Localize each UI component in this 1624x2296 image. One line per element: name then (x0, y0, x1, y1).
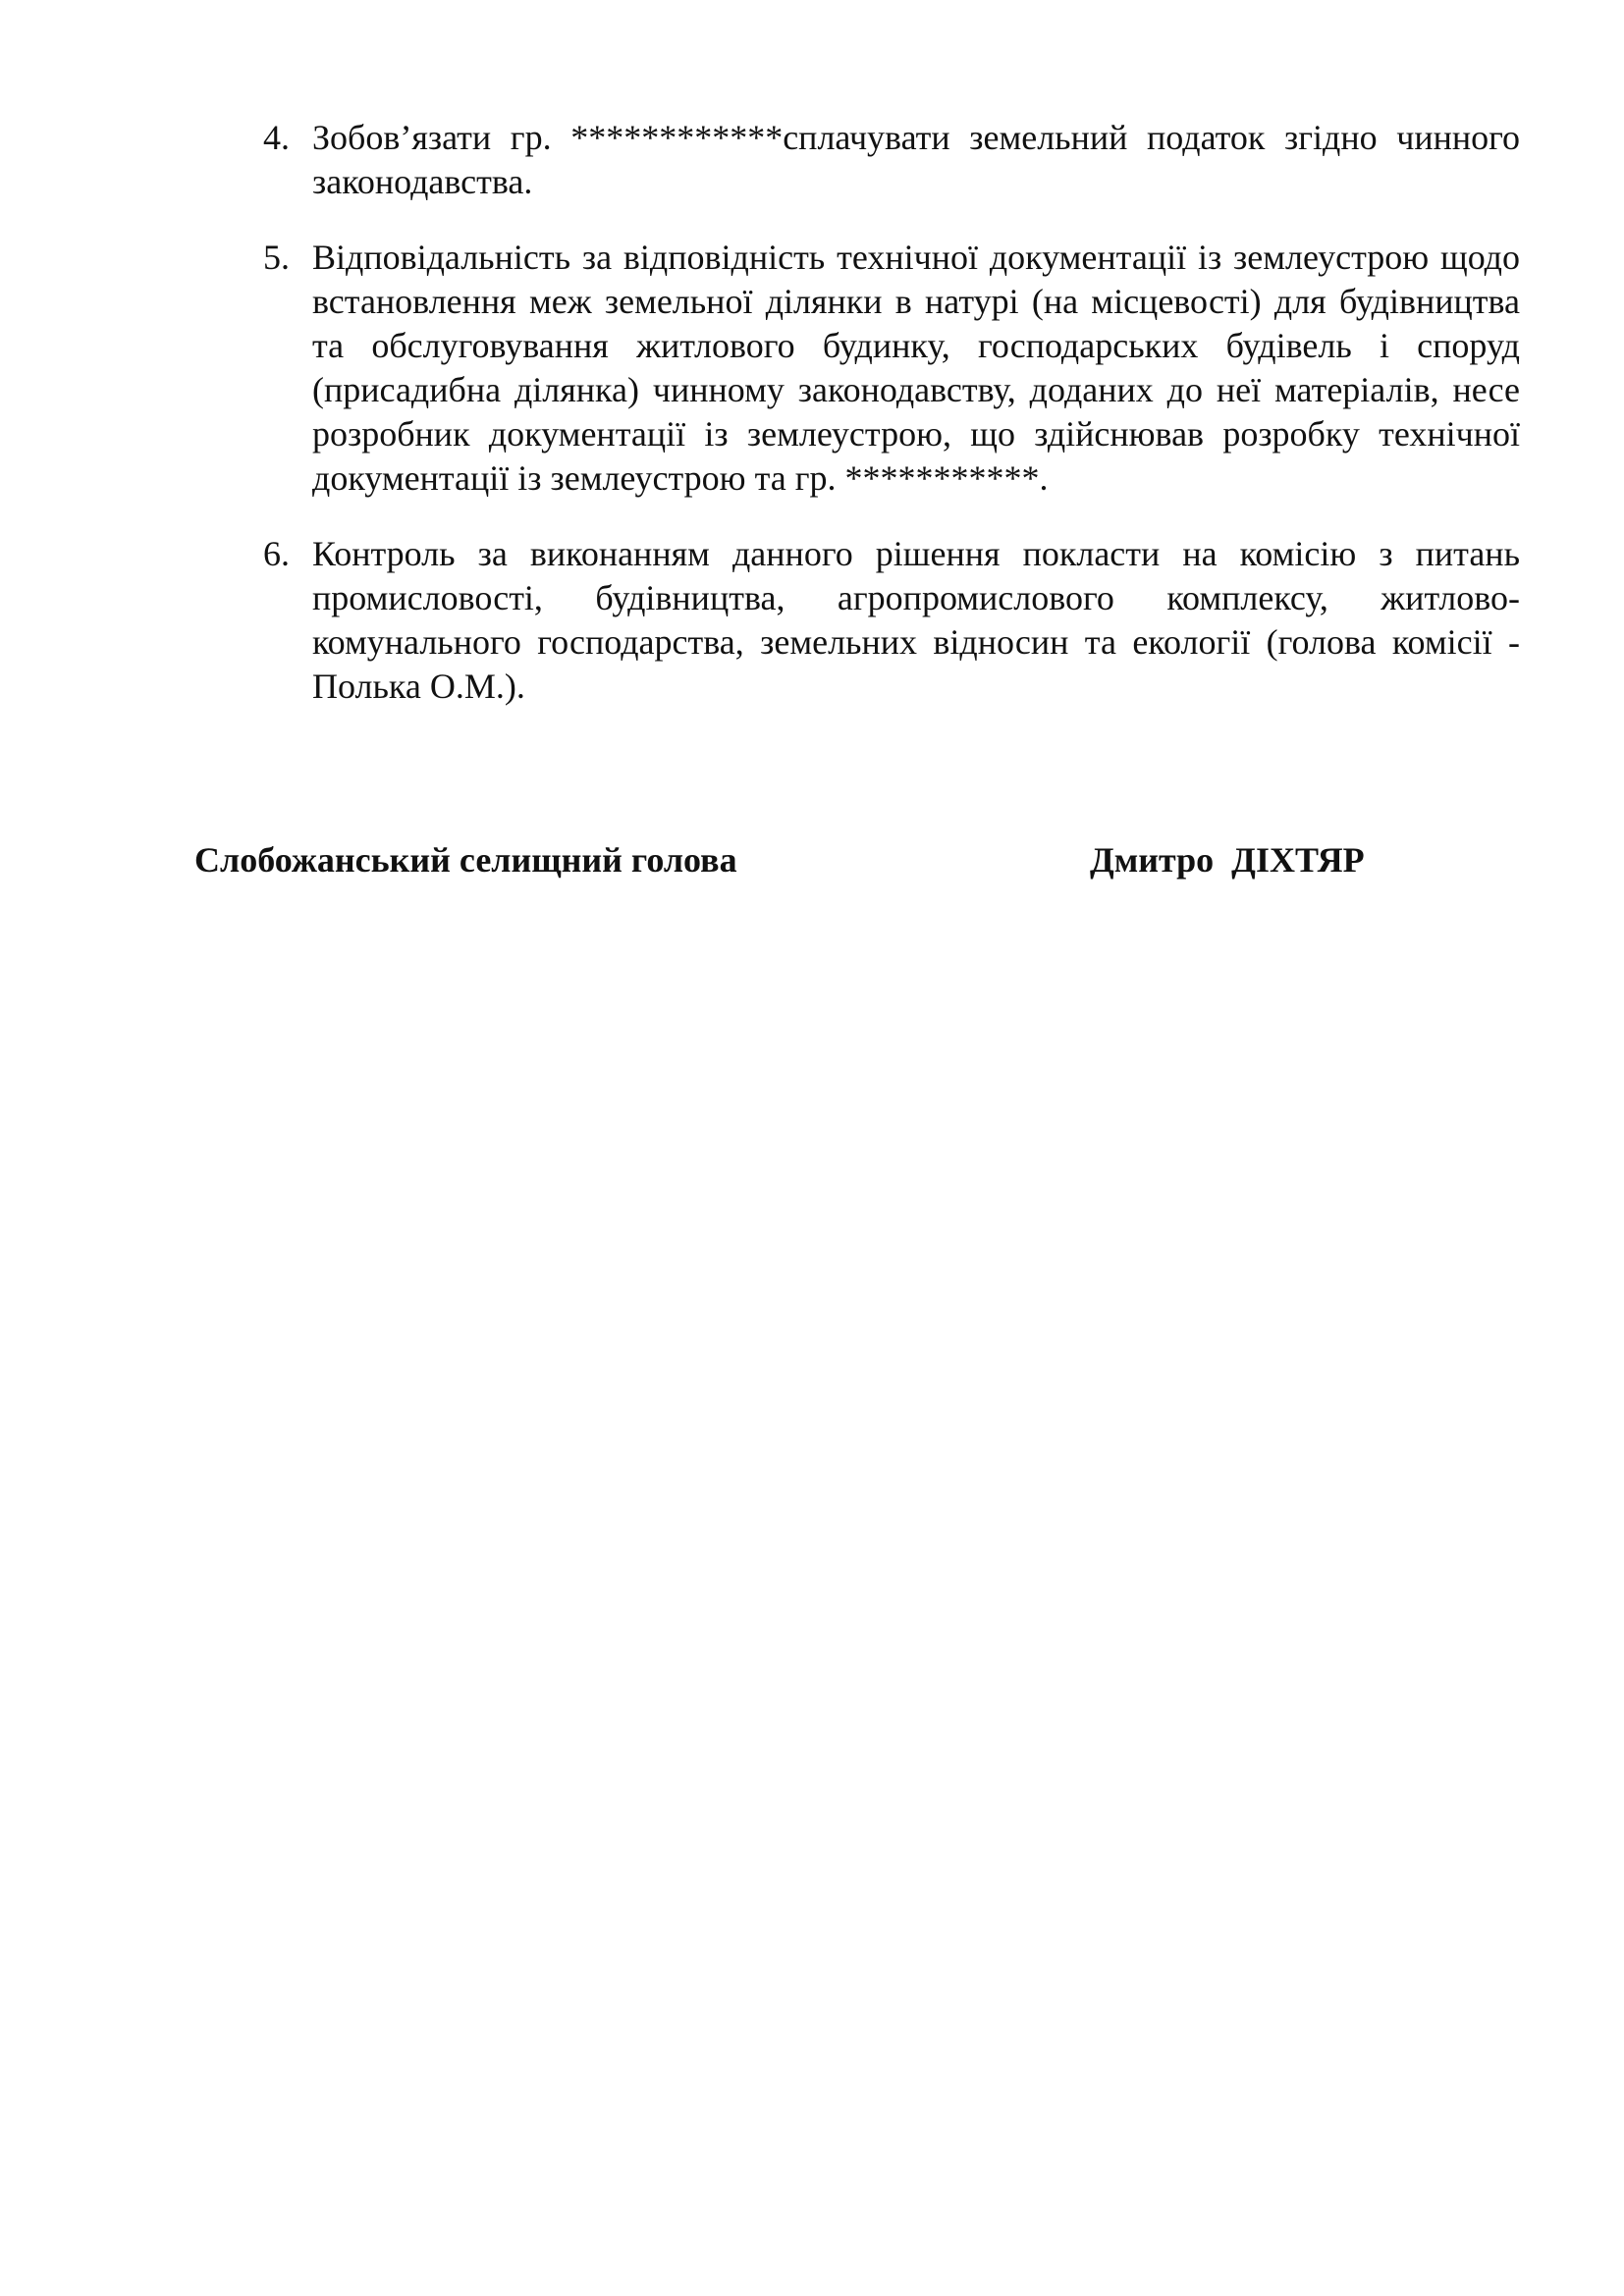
decision-item-text: Зобов’язати гр. ************сплачувати земельний податок згідно чинного законодавства. (312, 118, 1520, 201)
decision-item-number: 5. (263, 238, 290, 277)
signature-block (194, 839, 1422, 888)
decision-item-number: 6. (263, 534, 290, 573)
decision-item-text: Контроль за виконанням данного рішення покласти на комісію з питань промисловості, будівництва, агропромислового комплексу, житлово-комунального господарства, земельних відносин та екології (голова комісії - Полька О.М.). (312, 534, 1520, 706)
decision-item-6 (263, 532, 1520, 709)
decision-item-number: 4. (263, 118, 290, 157)
signature-name: Дмитро ДІХТЯР (1090, 840, 1365, 880)
decision-item-4 (263, 116, 1520, 204)
decision-item-5 (263, 236, 1520, 501)
decision-list (263, 116, 1520, 740)
signature-title: Слобожанський селищний голова (194, 840, 737, 880)
decision-item-text: Відповідальність за відповідність технічної документації із землеустрою щодо встановлення меж земельної ділянки в натурі (на місцевості) для будівництва та обслуговування житлового будинку, господарських будівель і споруд (присадибна ділянка) чинному законодавству, доданих до неї матеріалів, несе розробник документації із землеустрою, що здійснював розробку технічної документації із землеустрою та гр. ***********. (312, 238, 1520, 498)
